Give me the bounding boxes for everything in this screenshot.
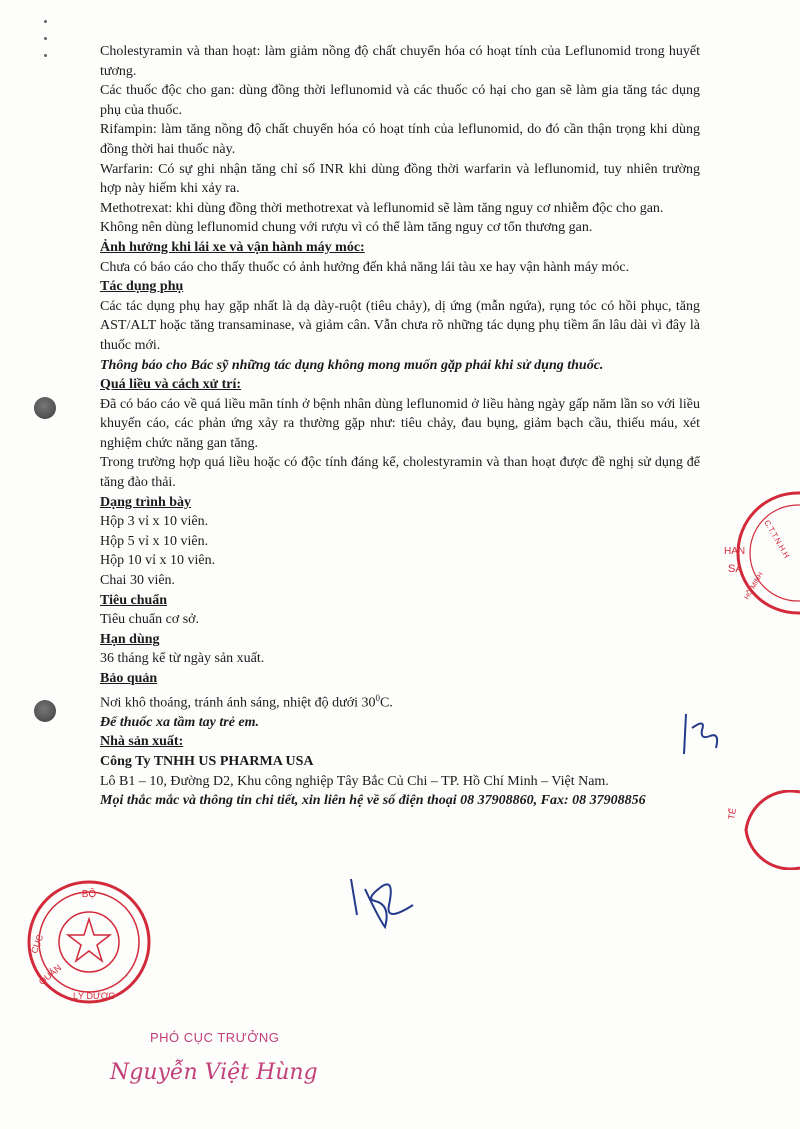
- heading-dosage-form: Dạng trình bày: [100, 494, 192, 510]
- storage-unit: C.: [380, 695, 393, 711]
- paragraph-expiry: 36 tháng kể từ ngày sản xuất.: [100, 651, 265, 667]
- heading-driving: Ảnh hưởng khi lái xe và vận hành máy móc:: [100, 239, 365, 255]
- heading-side-effects: Tác dụng phụ: [100, 279, 184, 295]
- heading-standard: Tiêu chuẩn: [100, 592, 168, 608]
- signatory-name: Nguyễn Việt Hùng: [110, 1060, 318, 1085]
- paragraph-storage: [100, 689, 700, 713]
- seal-fragment: [726, 790, 800, 870]
- heading-storage: Bảo quản: [100, 671, 158, 686]
- paragraph-standard: Tiêu chuẩn cơ sở.: [100, 612, 200, 628]
- seal-right-text-1: C.T.T.N.H.H: [762, 518, 792, 560]
- paragraph-rifampin: Rifampin: làm tăng nồng độ chất chuyển hóa có hoạt tính của leflunomid, do đó cần thận trọng khi dùng đồng thời hai thuốc này.: [100, 122, 700, 157]
- paragraph-warfarin: Warfarin: Có sự ghi nhận tăng chỉ số INR khi dùng đồng thời warfarin và leflunomid, tuy nhiên trường hợp này hiếm khi xảy ra.: [100, 161, 700, 197]
- punch-hole: [34, 700, 56, 722]
- initial-mark: [680, 708, 722, 760]
- seal-text-top: BỘ: [81, 889, 97, 900]
- company-address: Lô B1 – 10, Đường D2, Khu công nghiệp Tây Bắc Củ Chi – TP. Hồ Chí Minh – Việt Nam.: [100, 773, 609, 789]
- paragraph-cholestyramin: Cholestyramin và than hoạt: làm giảm nồng độ chất chuyển hóa có hoạt tính của Leflunomid trong huyết tương.: [100, 44, 700, 79]
- form-item: Hộp 10 vỉ x 10 viên.: [100, 553, 216, 569]
- paragraph-alcohol: Không nên dùng leflunomid chung với rượu vì có thể làm tăng nguy cơ tổn thương gan.: [100, 220, 593, 236]
- paragraph-children-warning: Để thuốc xa tầm tay trẻ em.: [100, 714, 260, 730]
- company-seal-partial: [718, 488, 800, 618]
- seal-right-text-4: HỒ MINH: [743, 571, 765, 601]
- form-item: Hộp 3 vỉ x 10 viên.: [100, 514, 209, 530]
- paragraph-notify-doctor: Thông báo cho Bác sỹ những tác dụng không mong muốn gặp phải khi sử dụng thuốc.: [100, 357, 604, 373]
- heading-expiry: Hạn dùng: [100, 631, 160, 647]
- seal-fragment-text: TẾ: [726, 807, 738, 821]
- handwritten-signature: [345, 875, 425, 933]
- seal-text-right: QUẢN: [36, 962, 64, 987]
- punch-hole: [34, 397, 56, 419]
- heading-manufacturer: Nhà sản xuất:: [100, 734, 184, 750]
- storage-degree: 0: [375, 692, 381, 703]
- seal-right-text-2: HAN: [724, 546, 746, 557]
- company-name: Công Ty TNHH US PHARMA USA: [100, 754, 314, 770]
- storage-text: Nơi khô thoáng, tránh ánh sáng, nhiệt độ dưới 30: [100, 695, 376, 711]
- form-item: Hộp 5 vỉ x 10 viên.: [100, 533, 209, 549]
- paragraph-methotrexat: Methotrexat: khi dùng đồng thời methotrexat và leflunomid sẽ làm tăng nguy cơ nhiễm độc cho gan.: [100, 200, 664, 216]
- paragraph-overdose-2: Trong trường hợp quá liều hoặc có độc tính đáng kể, cholestyramin và than hoạt được đề nghị sử dụng để tăng đào thải.: [100, 455, 700, 491]
- contact-info: Mọi thắc mắc và thông tin chi tiết, xin liên hệ về số điện thoại 08 37908860, Fax: 08 37908856: [100, 793, 646, 809]
- heading-overdose: Quá liều và cách xử trí:: [100, 377, 241, 393]
- margin-dots: [44, 20, 48, 71]
- signatory-title: PHÓ CỤC TRƯỞNG: [150, 1030, 280, 1045]
- paragraph-liver-drugs: Các thuốc độc cho gan: dùng đồng thời leflunomid và các thuốc có hại cho gan sẽ làm gia tăng tác dụng phụ của thuốc.: [100, 83, 700, 118]
- seal-right-text-3: SA: [728, 563, 743, 575]
- seal-text-left: CỤC: [29, 933, 46, 955]
- document-body: [100, 42, 700, 811]
- paragraph-driving: Chưa có báo cáo cho thấy thuốc có ảnh hưởng đến khả năng lái tàu xe hay vận hành máy móc.: [100, 259, 630, 275]
- paragraph-overdose-1: Đã có báo cáo về quá liều mãn tính ở bệnh nhân dùng leflunomid ở liều hàng ngày gấp năm lần so với liều khuyến cáo, các phản ứng xảy ra thường gặp như: tiêu chảy, đau bụng, giảm bạch cầu, thiếu máu, xét nghiệm chức năng gan tăng.: [100, 396, 700, 451]
- paragraph-side-effects: Các tác dụng phụ hay gặp nhất là dạ dày-ruột (tiêu chảy), dị ứng (mẫn ngứa), rụng tóc có hồi phục, tăng AST/ALT hoặc tăng transaminase, và giảm cân. Vẫn chưa rõ những tác dụng phụ tiềm ẩn lâu dài vì đây là thuốc mới.: [100, 298, 700, 353]
- seal-text-bottom: LÝ DƯỢC: [73, 991, 115, 1001]
- official-seal: [22, 875, 157, 1010]
- form-item: Chai 30 viên.: [100, 573, 176, 589]
